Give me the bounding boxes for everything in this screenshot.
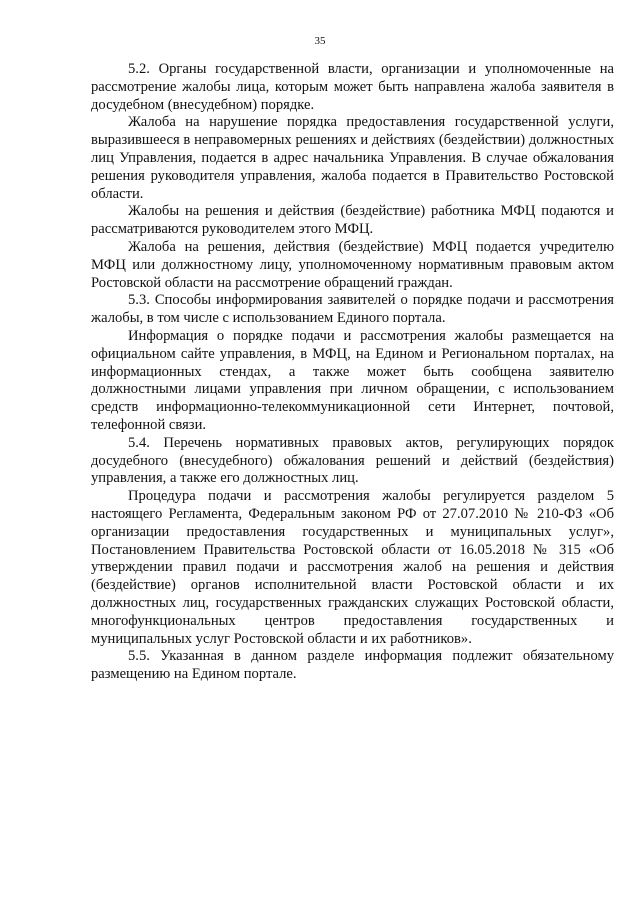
- paragraph-5-5: 5.5. Указанная в данном разделе информация подлежит обязательному размещению на Едином портале.: [91, 648, 614, 683]
- paragraph-complaint-mfc-employee: Жалобы на решения и действия (бездействие) работника МФЦ подаются и рассматриваются руководителем этого МФЦ.: [91, 203, 614, 238]
- paragraph-5-3: 5.3. Способы информирования заявителей о порядке подачи и рассмотрения жалобы, в том числе с использованием Единого портала.: [91, 292, 614, 327]
- paragraph-information-placement: Информация о порядке подачи и рассмотрения жалобы размещается на официальном сайте управления, в МФЦ, на Едином и Региональном порталах, на информационных стендах, а также может быть сообщена заявителю должностными лицами управления при личном обращении, с использованием средств информационно-телекоммуникационной сети Интернет, почтовой, телефонной связи.: [91, 327, 614, 433]
- document-body: [91, 61, 614, 684]
- paragraph-complaint-management: Жалоба на нарушение порядка предоставления государственной услуги, выразившееся в неправомерных решениях и действиях (бездействии) должностных лиц Управления, подается в адрес начальника Управления. В случае обжалования решения руководителя управления, жалоба подается в Правительство Ростовской области.: [91, 114, 614, 202]
- page-number: 35: [314, 35, 326, 47]
- paragraph-procedure-regulation: Процедура подачи и рассмотрения жалобы регулируется разделом 5 настоящего Регламента, Федеральным законом РФ от 27.07.2010 № 210-ФЗ «Об организации предоставления государственных и муниципальных услуг», Постановлением Правительства Ростовской области от 16.05.2018 № 315 «Об утверждении правил подачи и рассмотрения жалоб на решения и действия (бездействие) органов исполнительной власти Ростовской области и их должностных лиц, государственных гражданских служащих Ростовской области, многофункциональных центров предоставления государственных и муниципальных услуг Ростовской области и их работников».: [91, 488, 614, 647]
- paragraph-complaint-mfc: Жалоба на решения, действия (бездействие) МФЦ подается учредителю МФЦ или должностному лицу, уполномоченному нормативным правовым актом Ростовской области на рассмотрение обращений граждан.: [91, 238, 614, 291]
- paragraph-5-2: 5.2. Органы государственной власти, организации и уполномоченные на рассмотрение жалобы лица, которым может быть направлена жалоба заявителя в досудебном (внесудебном) порядке.: [91, 61, 614, 113]
- paragraph-5-4: 5.4. Перечень нормативных правовых актов, регулирующих порядок досудебного (внесудебного) обжалования решений и действий (бездействия) управления, а также его должностных лиц.: [91, 434, 614, 487]
